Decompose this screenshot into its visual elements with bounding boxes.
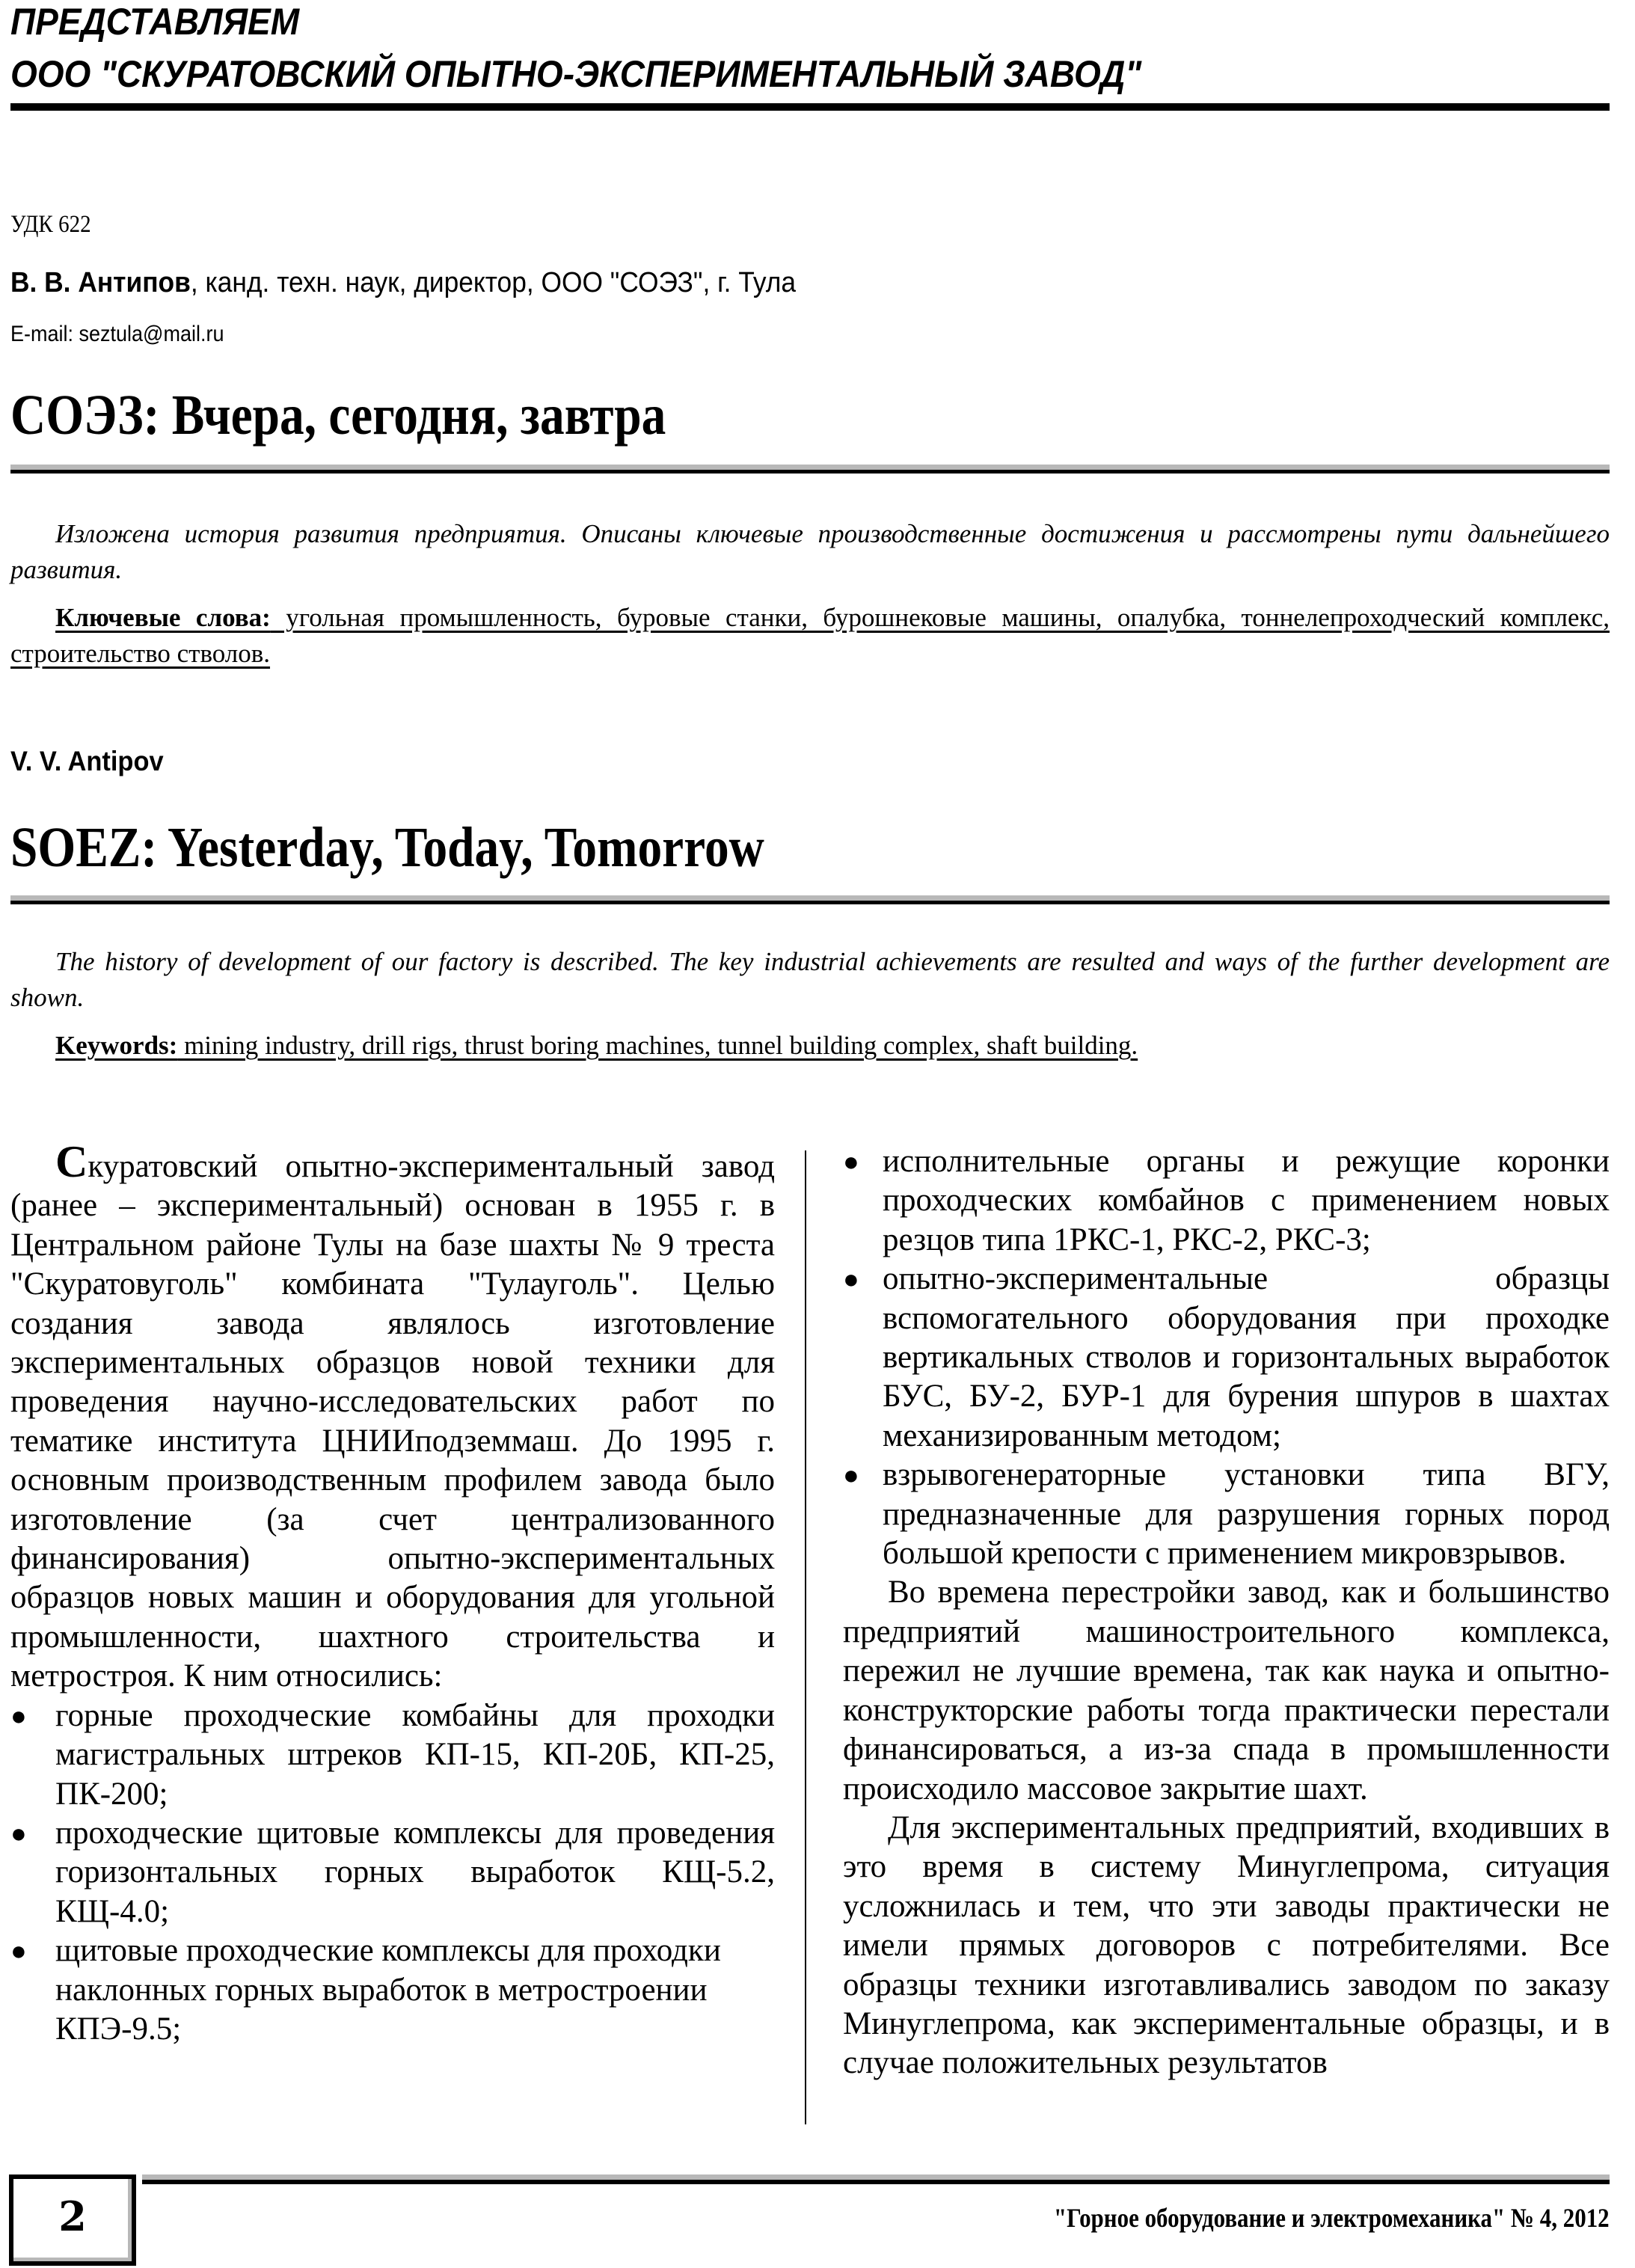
footer-rule <box>142 2174 1610 2184</box>
udk-code: УДК 622 <box>10 211 91 238</box>
bullet-icon: ● <box>10 1818 27 1848</box>
body-intro-text: куратовский опытно-экспериментальный завод (ранее – экспериментальный) основан в 1955 г. в Центральном районе Тулы на базе шахты № 9 треста "Скуратовуголь" комбината "Тулауголь". Целью создания завода являлось изготовление экспериментальных образцов новой техники для проведения научно-исследовательских работ по тематике института ЦНИИподземмаш. До 1995 г. основным производственным профилем завода было изготовление (за счет централизованного финансирования) опытно-экспериментальных образцов новых машин и оборудования для угольной промышленности, шахтного строительства и метростроя. К ним относились: <box>10 1149 775 1694</box>
title-rule-en <box>10 895 1610 905</box>
author-name-ru: В. В. Антипов <box>10 267 191 298</box>
body-column-right <box>843 1142 1610 2083</box>
journal-citation: "Горное оборудование и электромеханика" № 4, 2012 <box>1054 2203 1610 2233</box>
equipment-list-right <box>843 1142 1610 1573</box>
page-number-box <box>9 2174 136 2266</box>
author-affiliation-ru: , канд. техн. наук, директор, ООО "СОЭЗ", г. Тула <box>190 267 797 298</box>
page-number: 2 <box>58 2192 87 2240</box>
section-header-line2: ООО "СКУРАТОВСКИЙ ОПЫТНО-ЭКСПЕРИМЕНТАЛЬНЫЙ ЗАВОД" <box>10 53 1142 95</box>
list-item: ● исполнительные органы и режущие коронки проходческих комбайнов с применением новых резцов типа 1РКС-1, РКС-2, РКС-3; <box>843 1144 1610 1257</box>
bullet-icon: ● <box>10 1936 27 1967</box>
list-item: ● взрывогенераторные установки типа ВГУ, предназначенные для разрушения горных пород большой крепости с применением микровзрывов. <box>843 1457 1610 1572</box>
abstract-en-text: The history of development of our factory is described. The key industrial achievements are resulted and ways of the further development are shown. <box>10 947 1610 1012</box>
list-item: ● щитовые проходческие комплексы для проходки наклонных горных выработок в метростроении КПЭ-9.5; <box>10 1933 721 2047</box>
keywords-ru-text: угольная промышленность, буровые станки, бурошнековые машины, опалубка, тоннелепроходческий комплекс, строительство стволов. <box>10 603 1610 668</box>
author-email: E-mail: seztula@mail.ru <box>10 322 224 346</box>
keywords-ru <box>10 600 1610 672</box>
bullet-icon: ● <box>10 1700 27 1731</box>
abstract-ru-text: Изложена история развития предприятия. Описаны ключевые производственные достижения и рассмотрены пути дальнейшего развития. <box>10 519 1610 584</box>
abstract-ru <box>10 516 1610 588</box>
section-header <box>10 0 1497 100</box>
header-rule <box>10 103 1610 111</box>
bullet-icon: ● <box>843 1264 859 1295</box>
equipment-list-left <box>10 1697 775 2050</box>
title-rule-ru <box>10 465 1610 474</box>
body-column-left <box>10 1137 775 2049</box>
author-name-en: V. V. Antipov <box>10 746 164 776</box>
bullet-icon: ● <box>843 1147 859 1177</box>
bullet-icon: ● <box>843 1460 859 1491</box>
keywords-en-text: mining industry, drill rigs, thrust boring machines, tunnel building complex, shaft building. <box>177 1031 1138 1060</box>
author-line-ru <box>10 267 796 299</box>
keywords-en-label: Keywords: <box>55 1031 178 1060</box>
body-paragraph: Во времена перестройки завод, как и большинство предприятий машиностроительного комплекса, пережил не лучшие времена, так как наука и опытно-конструкторские работы тогда практически перестали финансироваться, а из-за спада в промышленности происходило массовое закрытие шахт. <box>843 1575 1610 1806</box>
list-item: ● горные проходческие комбайны для проходки магистральных штреков КП-15, КП-20Б, КП-25, ПК-200; <box>10 1697 775 1812</box>
section-header-line1: ПРЕДСТАВЛЯЕМ <box>10 1 300 43</box>
column-divider <box>805 1150 806 2124</box>
abstract-en <box>10 944 1610 1016</box>
keywords-ru-label: Ключевые слова: <box>55 603 271 632</box>
list-item: ● опытно-экспериментальные образцы вспомогательного оборудования при проходке вертикальных стволов и горизонтальных выработок БУС, БУ-2, БУР-1 для бурения шпуров в шахтах механизированным методом; <box>843 1261 1610 1453</box>
article-title-en: SOEZ: Yesterday, Today, Tomorrow <box>10 816 764 879</box>
drop-cap: С <box>55 1137 88 1186</box>
body-intro-paragraph <box>10 1137 775 1697</box>
keywords-en <box>10 1028 1610 1064</box>
body-paragraph: Для экспериментальных предприятий, входивших в это время в систему Минуглепрома, ситуация усложнилась и тем, что эти заводы практически не имели прямых договоров с потребителями. Все образцы техники изготавливались заводом по заказу Минуглепрома, как экспериментальные образцы, и в случае положительных результатов <box>843 1809 1610 2081</box>
article-title-ru: СОЭЗ: Вчера, сегодня, завтра <box>10 384 666 447</box>
list-item: ● проходческие щитовые комплексы для проведения горизонтальных горных выработок КЩ-5.2, КЩ-4.0; <box>10 1815 775 1929</box>
